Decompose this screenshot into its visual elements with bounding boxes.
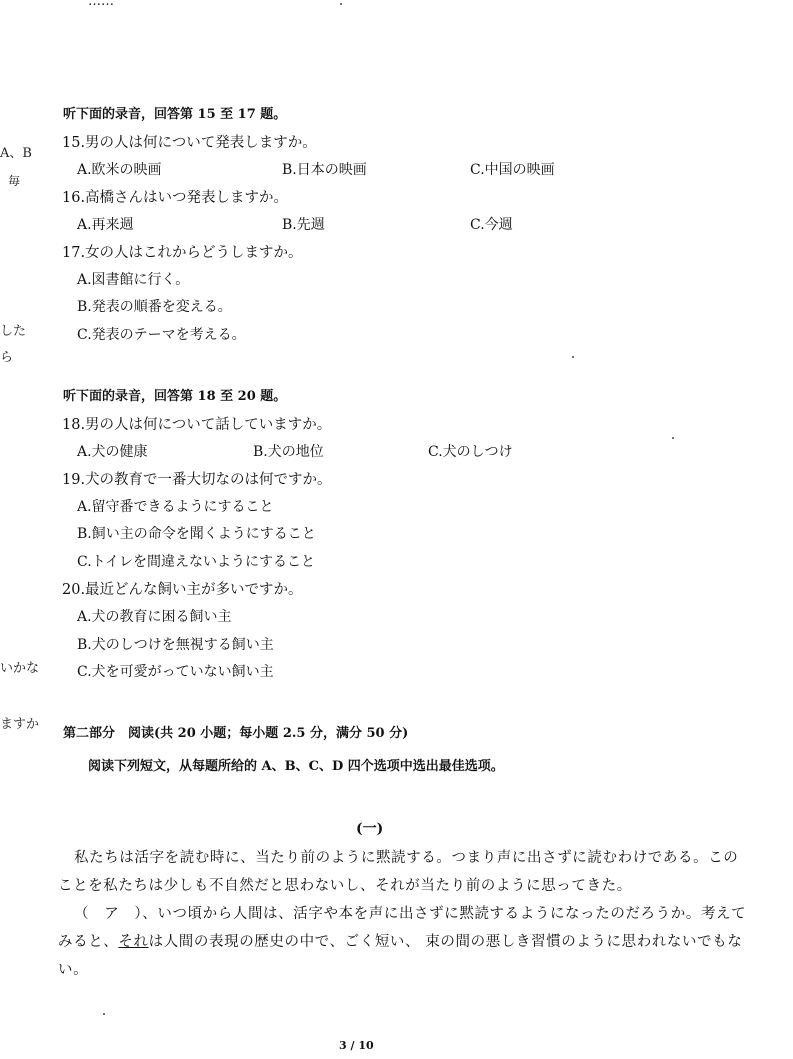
margin-fragment: ますか [0, 717, 40, 732]
option-19c: C.トイレを間違えないようにすること [77, 554, 315, 570]
question-20: 20.最近どんな飼い主が多いですか。 [62, 582, 303, 598]
margin-fragment: ら [0, 350, 14, 365]
margin-fragment: 毎 [8, 174, 21, 188]
passage-line [58, 930, 742, 951]
question-15: 15.男の人は何について発表しますか。 [62, 135, 317, 151]
option-16b: B.先週 [282, 217, 325, 233]
question-17: 17.女の人はこれからどうしますか。 [62, 245, 303, 261]
option-18a: A.犬の健康 [77, 444, 148, 460]
passage-line: ことを私たちは少しも不自然だと思わないし、それが当たり前のように思ってきた。 [58, 878, 632, 894]
passage-line: （ ア ）、いつ頃から人間は、活字や本を声に出さずに黙読するようになったのだろうか。考えて [74, 906, 747, 922]
speck [103, 1013, 105, 1015]
margin-fragment: A、B [0, 146, 32, 161]
speck [572, 356, 574, 358]
option-20c: C.犬を可愛がっていない飼い主 [77, 664, 274, 680]
passage-number: (一) [356, 821, 384, 837]
margin-fragment: いかな [0, 661, 40, 676]
speck [672, 437, 674, 439]
option-16c: C.今週 [470, 217, 513, 233]
question-19: 19.犬の教育で一番大切なのは何ですか。 [62, 472, 332, 488]
page-number: 3 / 10 [339, 1039, 374, 1052]
option-15c: C.中国の映画 [470, 162, 555, 178]
option-19a: A.留守番できるようにすること [77, 499, 274, 515]
passage-text: は人間の表現の歴史の中で、ごく短い、 束の間の悪しき習慣のように思われないでもな [148, 934, 743, 950]
top-fragment: …… [88, 0, 114, 9]
option-18b: B.犬の地位 [253, 444, 324, 460]
section-instruction: 听下面的录音，回答第 15 至 17 题。 [63, 107, 287, 122]
option-20b: B.犬のしつけを無視する飼い主 [77, 637, 274, 653]
option-17b: B.発表の順番を変える。 [77, 299, 232, 315]
option-19b: B.飼い主の命令を聞くようにすること [77, 526, 316, 542]
passage-text: みると、 [58, 934, 119, 950]
part-heading: 第二部分 阅读(共 20 小题；每小题 2.5 分，满分 50 分) [63, 726, 409, 741]
speck [340, 3, 342, 5]
passage-line: 私たちは活字を読む時に、当たり前のように黙読する。つまり声に出さずに読むわけである。この [74, 850, 739, 866]
option-16a: A.再来週 [77, 217, 134, 233]
option-15b: B.日本の映画 [282, 162, 367, 178]
margin-fragment: した [0, 324, 27, 339]
section-instruction: 听下面的录音，回答第 18 至 20 题。 [63, 389, 287, 404]
option-17a: A.図書館に行く。 [77, 272, 190, 288]
option-20a: A.犬の教育に困る飼い主 [77, 609, 232, 625]
part-instruction: 阅读下列短文，从每题所给的 A、B、C、D 四个选项中选出最佳选项。 [88, 759, 504, 774]
option-18c: C.犬のしつけ [428, 444, 513, 460]
underlined-word: それ [118, 934, 149, 950]
option-17c: C.発表のテーマを考える。 [77, 327, 246, 343]
question-16: 16.高橋さんはいつ発表しますか。 [62, 190, 289, 206]
passage-line: い。 [58, 962, 89, 978]
question-18: 18.男の人は何について話していますか。 [62, 417, 332, 433]
option-15a: A.欧米の映画 [77, 162, 162, 178]
